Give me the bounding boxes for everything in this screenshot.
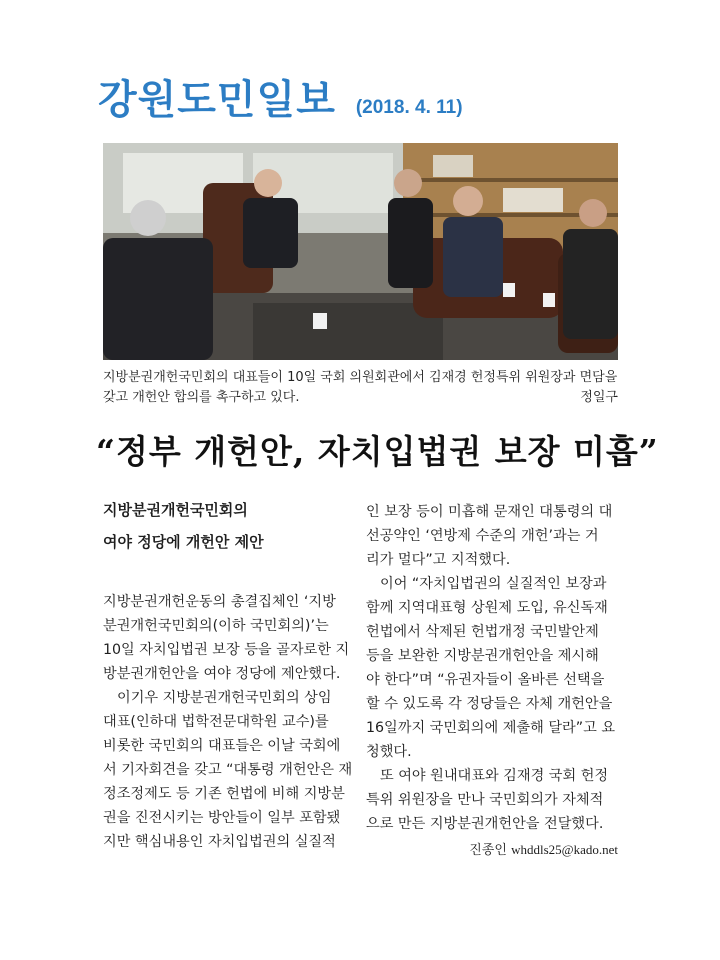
text-line: 헌법에서 삭제된 헌법개정 국민발안제 bbox=[366, 624, 599, 640]
text-line: 분권개헌국민회의(이하 국민회의)’는 bbox=[103, 618, 329, 634]
text-line: 정조정제도 등 기존 헌법에 비해 지방분 bbox=[103, 786, 345, 802]
article-headline: “정부 개헌안, 자치입법권 보장 미흡” bbox=[96, 432, 659, 471]
newspaper-name: 강원도민일보 bbox=[98, 77, 336, 123]
article-paragraph bbox=[103, 590, 355, 686]
text-line: 함께 지역대표형 상원제 도입, 유신독재 bbox=[366, 600, 608, 616]
photo-credit: 정일구 bbox=[580, 390, 618, 405]
article-paragraph bbox=[103, 686, 355, 854]
text-line: 리가 멀다”고 지적했다. bbox=[366, 552, 511, 568]
photo-caption bbox=[103, 368, 618, 408]
subhead-proposal: 여야 정당에 개헌안 제안 bbox=[103, 533, 264, 551]
text-line: 서 기자회견을 갖고 “대통령 개헌안은 재 bbox=[103, 762, 353, 778]
publication-date: (2018. 4. 11) bbox=[355, 97, 463, 118]
text-line: 또 여야 원내대표와 김재경 국회 헌정 bbox=[380, 768, 609, 784]
article-column-right bbox=[366, 500, 618, 863]
text-line: 지방분권개헌운동의 총결집체인 ‘지방 bbox=[103, 594, 336, 610]
text-line: 야 한다”며 “유권자들이 올바른 선택을 bbox=[366, 672, 605, 688]
masthead bbox=[98, 68, 463, 125]
text-line: 권을 진전시키는 방안들이 일부 포함됐 bbox=[103, 810, 341, 826]
subhead-organization: 지방분권개헌국민회의 bbox=[103, 501, 248, 519]
text-line: 10일 자치입법권 보장 등을 골자로한 지 bbox=[103, 642, 350, 658]
reporter-email: whddls25@kado.net bbox=[511, 842, 618, 857]
text-line: 등을 보완한 지방분권개헌안을 제시해 bbox=[366, 648, 599, 664]
text-line: 특위 위원장을 만나 국민회의가 자체적 bbox=[366, 792, 604, 808]
article-paragraph bbox=[366, 500, 618, 572]
text-line: 방분권개헌안을 여야 정당에 제안했다. bbox=[103, 666, 341, 682]
text-line: 이기우 지방분권개헌국민회의 상임 bbox=[117, 690, 332, 706]
text-line: 지만 핵심내용인 자치입법권의 실질적 bbox=[103, 834, 336, 850]
text-line: 청했다. bbox=[366, 744, 412, 760]
text-line: 대표(인하대 법학전문대학원 교수)를 bbox=[103, 714, 329, 730]
article-paragraph bbox=[366, 764, 618, 836]
article-paragraph bbox=[366, 572, 618, 764]
text-line: 16일까지 국민회의에 제출해 달라”고 요 bbox=[366, 720, 616, 736]
text-line: 비롯한 국민회의 대표들은 이날 국회에 bbox=[103, 738, 341, 754]
left-body bbox=[103, 590, 355, 854]
text-line: 선공약인 ‘연방제 수준의 개헌’과는 거 bbox=[366, 528, 599, 544]
text-line: 할 수 있도록 각 정당들은 자체 개헌안을 bbox=[366, 696, 613, 712]
text-line: 인 보장 등이 미흡해 문재인 대통령의 대 bbox=[366, 504, 613, 520]
reporter-name: 진종인 bbox=[469, 843, 507, 858]
text-line: 이어 “자치입법권의 실질적인 보장과 bbox=[380, 576, 607, 592]
right-body bbox=[366, 500, 618, 836]
byline bbox=[366, 838, 618, 863]
news-photo bbox=[103, 143, 618, 360]
caption-text: 지방분권개헌국민회의 대표들이 10일 국회 의원회관에서 김재경 헌정특위 위원장과 면담을 갖고 개헌안 합의를 촉구하고 있다. bbox=[103, 370, 618, 405]
article-column-left bbox=[103, 500, 355, 854]
text-line: 으로 만든 지방분권개헌안을 전달했다. bbox=[366, 816, 604, 832]
